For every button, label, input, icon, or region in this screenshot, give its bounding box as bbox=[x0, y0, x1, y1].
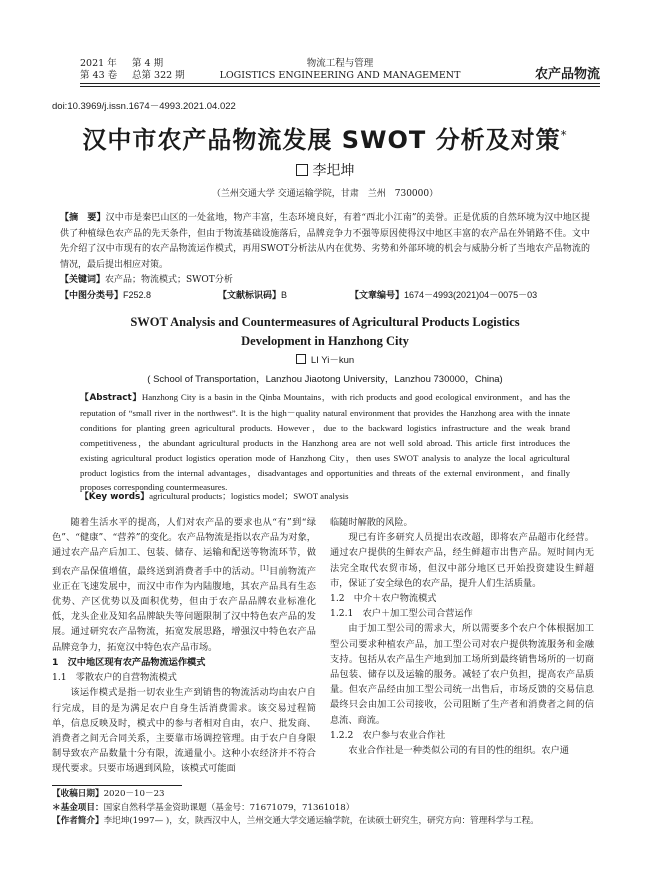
running-header bbox=[80, 58, 600, 84]
abstract-cn bbox=[60, 211, 590, 289]
paragraph bbox=[52, 515, 316, 655]
received-value: 2020－10－23 bbox=[103, 789, 165, 799]
keywords-en bbox=[80, 489, 570, 502]
subsubsection-heading: 1.2.1 农户＋加工型公司合营运作 bbox=[330, 608, 473, 620]
abstract-en bbox=[80, 390, 570, 495]
journal-name-en: LOGISTICS ENGINEERING AND MANAGEMENT bbox=[219, 70, 461, 81]
english-author bbox=[0, 352, 650, 366]
english-affiliation: ( School of Transportation，Lanzhou Jiaotong University，Lanzhou 730000，China) bbox=[147, 374, 503, 385]
paragraph: 农业合作社是一种类似公司的有目的性的组织。农户通 bbox=[348, 745, 569, 757]
subsection-heading: 1.2 中介＋农户物流模式 bbox=[330, 593, 437, 605]
clc-value: F252.8 bbox=[123, 290, 152, 300]
total-issue: 总第 322 期 bbox=[132, 70, 185, 81]
paragraph-text: 随着生活水平的提高，人们对农产品的要求也从“有”到“绿色”、“健康”、“营养”的变化。农产品物流是指以农产品为对象，通过农产品产后加工、包装、储存、运输和配送等物流环节，做到农产品保值增值，最终送到消费者手中的活动。 bbox=[52, 517, 316, 577]
fund-note bbox=[52, 802, 598, 816]
classification-info bbox=[60, 288, 590, 301]
clc-label: 【中图分类号】 bbox=[60, 291, 124, 301]
fund-value: 国家自然科学基金资助课题（基金号：71671079，71361018） bbox=[103, 802, 355, 813]
subsection-heading: 1.1 零散农户的自营物流模式 bbox=[52, 672, 177, 684]
section-heading: 1 汉中地区现有农产品物流运作模式 bbox=[52, 656, 206, 668]
doc-code-label: 【文献标识码】 bbox=[218, 291, 282, 301]
doi: doi:10.3969/j.issn.1674－4993.2021.04.022 bbox=[52, 101, 236, 112]
bio-label: 【作者简介】 bbox=[52, 816, 104, 826]
issue: 第 4 期 bbox=[132, 58, 164, 69]
author-line bbox=[0, 160, 650, 180]
abstract-cn-text: 汉中市是秦巴山区的一处盆地，物产丰富，生态环境良好，有着“西北小江南”的美誉。正是优质的自然环境为汉中地区提供了种植绿色农产品的先天条件，但由于物流基础设施落后，品牌竞争力不强等原因使得汉中地区丰富的农产品在外销路不佳。文中先介绍了汉中市现有的农产品物流运作模式，再用SWOT分析法从内在优势、劣势和外部环境的机会与威胁分析了当地农产品物流的情况，最后提出相应对策。 bbox=[60, 213, 590, 270]
affiliation: （兰州交通大学 交通运输学院，甘肃 兰州 730000） bbox=[211, 189, 439, 199]
keywords-en-text: agricultural products；logistics model；SWOT analysis bbox=[149, 491, 349, 501]
header-rule-thin bbox=[80, 86, 600, 87]
english-title-line2: Development in Hanzhong City bbox=[241, 334, 409, 348]
fund-mark: * bbox=[560, 128, 568, 142]
abstract-en-label: 【Abstract】 bbox=[80, 393, 142, 403]
paragraph-text: 目前物流产业正在飞速发展中，而汉中市作为内陆腹地，其农产品具有生态优势、产区优势以及面积优势，但由于农产品品牌农业标准化低，龙头企业及知名品牌缺失等问题限制了汉中特色农产品的发展。通过研究农产品物流，拓宽发展思路，增强汉中特色农产品品牌竞争力，拓宽汉中特色农产品市场。 bbox=[52, 565, 317, 653]
author-box-icon bbox=[296, 164, 308, 176]
volume: 第 43 卷 bbox=[80, 70, 118, 81]
paragraph: 由于加工型公司的需求大，所以需要多个农户个体根据加工型公司要求种植农产品，加工型公司对农户提供物流服务和金融支持。包括从农产品生产地到加工场所到最终销售场所的一切商品包装、储存以及运输的服务。减轻了农户负担，提高农产品质量。但农产品经由加工型公司统一出售后，市场反馈的交易信息最终只会由加工公司接收，公司阻断了生产者和消费者之间的信息流、商流。 bbox=[330, 623, 594, 726]
year: 2021 年 bbox=[80, 58, 117, 69]
english-title bbox=[0, 313, 650, 351]
section-name: 农产品物流 bbox=[534, 67, 600, 82]
paragraph: 临随时解散的风险。 bbox=[330, 517, 413, 528]
journal-name-cn: 物流工程与管理 bbox=[306, 58, 374, 69]
english-author-box-icon bbox=[296, 354, 306, 364]
received-label: 【收稿日期】 bbox=[52, 789, 104, 799]
bio-value: 李圯坤(1997— )，女，陕西汉中人，兰州交通大学交通运输学院，在读硕士研究生，研究方向：管理科学与工程。 bbox=[103, 816, 539, 826]
english-author-name: LI Yi－kun bbox=[310, 355, 355, 366]
article-no-value: 1674－4993(2021)04－0075－03 bbox=[404, 290, 538, 300]
paper-title-text: 汉中市农产品物流发展 SWOT 分析及对策 bbox=[82, 126, 561, 154]
header-rule bbox=[80, 83, 600, 84]
citation-ref: [1] bbox=[260, 564, 269, 572]
paragraph: 该运作模式是指一切农业生产到销售的物流活动均由农户自行完成，目的是为满足农户自身生活消费需求。该交易过程简单，信息反映及时，模式中的参与者相对自由，农户、批发商、消费者之间无合同关系，主要靠市场调控管理。由于农户自身限制导致农产品数量十分有限，流通量小。这种小农经济并不符合现代要求。只要市场遇到风险，该模式可能面 bbox=[52, 687, 316, 775]
doc-code-value: B bbox=[281, 290, 288, 300]
article-no-label: 【文章编号】 bbox=[350, 291, 405, 301]
footnote-rule bbox=[52, 785, 182, 786]
abstract-cn-label: 【摘 要】 bbox=[60, 213, 106, 223]
body-column-right bbox=[330, 515, 594, 758]
paper-title bbox=[0, 120, 650, 155]
footnotes bbox=[52, 788, 598, 829]
body-column-left bbox=[52, 515, 316, 777]
received-date bbox=[52, 788, 598, 802]
keywords-en-label: 【Key words】 bbox=[80, 492, 150, 502]
english-title-line1: SWOT Analysis and Countermeasures of Agricultural Products Logistics bbox=[130, 315, 520, 329]
paragraph: 现已有许多研究人员提出农改超，即将农产品超市化经营。通过农户提供的生鲜农产品，经生鲜超市出售产品。短时间内无法完全取代农贸市场，但汉中部分地区已开始投资建设生鲜超市，保证了安全绿色的农产品，提升人们生活质量。 bbox=[330, 532, 594, 589]
keywords-cn-label: 【关键词】 bbox=[60, 275, 106, 285]
author-name: 李圯坤 bbox=[312, 163, 355, 179]
fund-label: ＊基金项目： bbox=[52, 802, 104, 813]
subsubsection-heading: 1.2.2 农户参与农业合作社 bbox=[330, 729, 446, 741]
journal-name bbox=[80, 58, 600, 82]
abstract-en-text: Hanzhong City is a basin in the Qinba Mountains，with rich products and good ecological environment，and has the reputation of “small river in the northwest”. It is the high－quality natural environment that provides the Hanzhong area with the innate conditions for planting green agricultural products. However，due to the backward logistics infrastructure and the weak brand competitiveness，the abundant agricultural products in the Hanzhong area are not well sold abroad. This article first introduces the existing agricultural product logistics operation mode of Hanzhong City，then uses SWOT analysis to analyze the local agricultural product logistics from the internal advantages，disadvantages and opportunities and threats of the external environment，and finally proposes corresponding countermeasures. bbox=[80, 392, 570, 493]
author-bio bbox=[52, 815, 598, 829]
keywords-cn-text: 农产品；物流模式；SWOT分析 bbox=[105, 275, 233, 285]
